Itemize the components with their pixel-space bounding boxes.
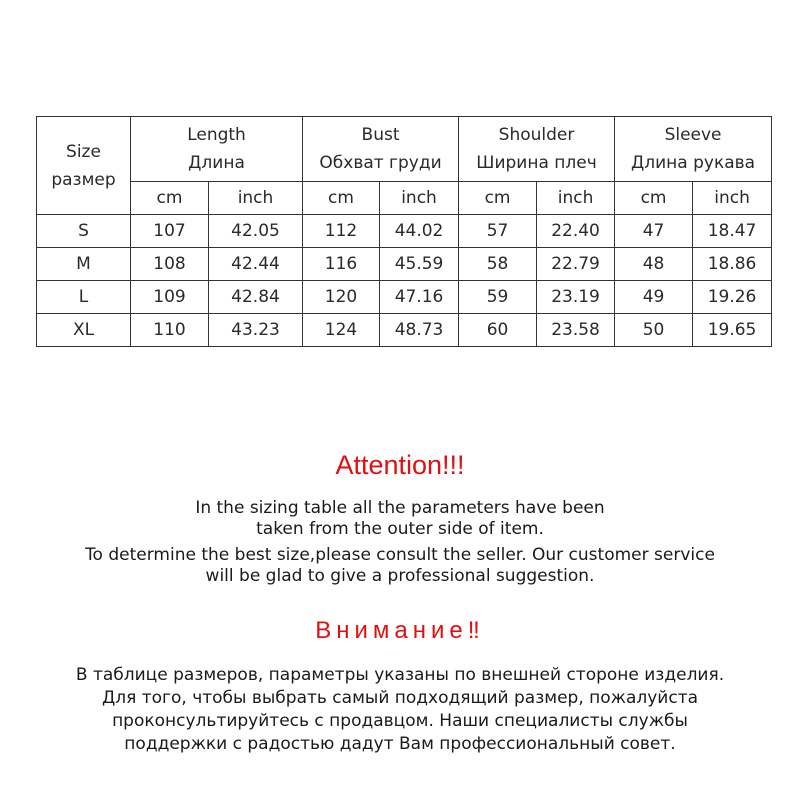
attention-heading-en: Attention!!! [335,450,465,480]
unit-cell: inch [209,182,303,215]
value-cell: 18.47 [693,215,772,248]
notice-ru-line: проконсультируйтесь с продавцом. Наши специалисты службы [112,711,688,731]
notice-ru-line: поддержки с радостью дадут Вам профессиональный совет. [124,734,676,754]
size-header-ru: размер [51,169,116,190]
notice-text-ru [0,664,800,756]
value-cell: 47.16 [380,281,459,314]
notice-text-en [0,498,800,587]
size-label-cell: S [37,215,131,248]
shoulder-header-cell [459,117,615,182]
value-cell: 60 [459,314,537,347]
table-row-l [37,281,772,314]
length-header-ru: Длина [188,153,245,173]
value-cell: 49 [615,281,693,314]
size-header-en: Size [66,141,101,162]
value-cell: 110 [131,314,209,347]
value-cell: 23.58 [537,314,615,347]
value-cell: 23.19 [537,281,615,314]
sleeve-header-en: Sleeve [664,125,722,145]
value-cell: 42.84 [209,281,303,314]
length-header-en: Length [187,125,246,145]
unit-header-row [37,182,772,215]
table-row-xl [37,314,772,347]
size-label-cell: L [37,281,131,314]
value-cell: 109 [131,281,209,314]
notice-en-line: will be glad to give a professional suggestion. [205,566,595,586]
value-cell: 120 [303,281,380,314]
value-cell: 19.65 [693,314,772,347]
sleeve-header-cell [615,117,772,182]
value-cell: 57 [459,215,537,248]
value-cell: 112 [303,215,380,248]
value-cell: 43.23 [209,314,303,347]
value-cell: 47 [615,215,693,248]
value-cell: 19.26 [693,281,772,314]
value-cell: 22.40 [537,215,615,248]
value-cell: 44.02 [380,215,459,248]
notice-ru-line: Для того, чтобы выбрать самый подходящий размер, пожалуйста [101,688,699,708]
size-label-cell: M [37,248,131,281]
value-cell: 42.05 [209,215,303,248]
table-row-m [37,248,772,281]
table-row-s [37,215,772,248]
value-cell: 48 [615,248,693,281]
attention-heading-ru: Внимание‼ [315,617,485,644]
bust-header-en: Bust [361,125,400,145]
notice-en-line: To determine the best size,please consult the seller. Our customer service [85,545,715,565]
unit-cell: inch [537,182,615,215]
shoulder-header-en: Shoulder [498,125,575,145]
shoulder-header-ru: Ширина плеч [476,153,597,173]
sleeve-header-ru: Длина рукава [630,153,756,173]
length-header-cell [131,117,303,182]
value-cell: 107 [131,215,209,248]
bust-header-ru: Обхват груди [319,153,442,173]
notice-en-line: In the sizing table all the parameters have been [195,498,605,518]
unit-cell: inch [693,182,772,215]
size-chart-table [36,116,772,347]
notice-en-line: taken from the outer side of item. [256,519,544,539]
unit-cell: cm [459,182,537,215]
size-header-cell [37,117,131,215]
value-cell: 42.44 [209,248,303,281]
unit-cell: inch [380,182,459,215]
value-cell: 116 [303,248,380,281]
notice-ru-line: В таблице размеров, параметры указаны по внешней стороне изделия. [75,665,725,685]
size-label-cell: XL [37,314,131,347]
value-cell: 124 [303,314,380,347]
bust-header-cell [303,117,459,182]
value-cell: 48.73 [380,314,459,347]
value-cell: 45.59 [380,248,459,281]
value-cell: 50 [615,314,693,347]
value-cell: 18.86 [693,248,772,281]
value-cell: 108 [131,248,209,281]
value-cell: 59 [459,281,537,314]
unit-cell: cm [615,182,693,215]
value-cell: 22.79 [537,248,615,281]
value-cell: 58 [459,248,537,281]
group-header-row [37,117,772,182]
unit-cell: cm [131,182,209,215]
unit-cell: cm [303,182,380,215]
